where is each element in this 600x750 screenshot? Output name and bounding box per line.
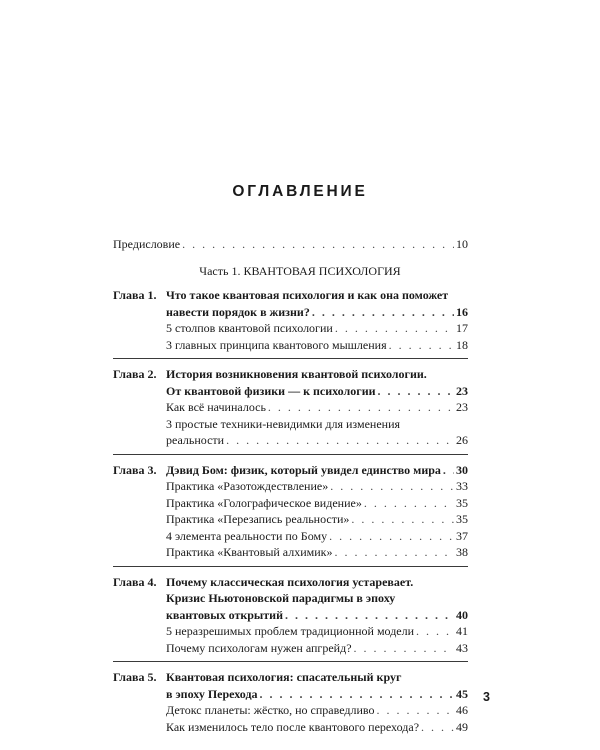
toc-entry[interactable]: Практика «Перезапись реальности» . . . 35	[166, 511, 468, 528]
leader-dots	[268, 399, 454, 416]
toc-entry[interactable]: Как всё начиналось . . . 23	[166, 399, 468, 416]
leader-dots	[443, 462, 454, 479]
leader-dots	[354, 640, 454, 657]
leader-dots	[351, 511, 454, 528]
leader-dots	[421, 719, 454, 736]
leader-dots	[260, 686, 454, 703]
chapter-heading-last-line[interactable]: в эпоху Перехода . . . 45	[166, 686, 468, 703]
chapter-label: Глава 4.	[113, 574, 157, 589]
toc-chapter-5	[113, 669, 468, 740]
chapter-label: Глава 2.	[113, 367, 157, 381]
leader-dots	[312, 304, 454, 321]
chapter-heading-line[interactable]: Квантовая психология: спасательный круг	[166, 670, 402, 684]
toc-chapter-3	[113, 462, 468, 567]
leader-dots	[330, 478, 454, 495]
toc-entry[interactable]: Практика «Квантовый алхимик» . . . 38	[166, 544, 468, 561]
chapter-heading-line[interactable]: Что такое квантовая психология и как она поможет	[166, 288, 449, 302]
toc-preface[interactable]	[113, 236, 468, 253]
leader-dots	[226, 432, 454, 449]
leader-dots	[285, 607, 454, 624]
page-number: 3	[483, 690, 490, 704]
chapter-heading-last-line[interactable]: Дэвид Бом: физик, который увидел единство мира . . . 30	[166, 462, 468, 479]
part-heading: Часть 1. КВАНТОВАЯ ПСИХОЛОГИЯ	[199, 264, 401, 278]
toc-entry[interactable]: 5 столпов квантовой психологии . . . 17	[166, 320, 468, 337]
leader-dots	[364, 495, 454, 512]
toc-entry[interactable]: реальности . . . 26	[166, 432, 468, 449]
toc-entry[interactable]: 5 неразрешимых проблем традиционной модели . . . 41	[166, 623, 468, 640]
preface-label: Предисловие	[113, 237, 181, 251]
leader-dots	[416, 623, 454, 640]
toc-entry[interactable]: Практика «Разотождествление» . . . 33	[166, 478, 468, 495]
toc-entry[interactable]: Практика «Голографическое видение» . . . 35	[166, 495, 468, 512]
chapter-label: Глава 5.	[113, 670, 157, 684]
preface-page: 10	[456, 237, 468, 251]
toc-entry[interactable]: Детокс планеты: жёстко, но справедливо . . . 46	[166, 702, 468, 719]
leader-dots	[389, 337, 454, 354]
toc-chapter-4	[113, 574, 468, 663]
leader-dots	[182, 236, 454, 253]
chapter-heading-last-line[interactable]: квантовых открытий . . . 40	[166, 607, 468, 624]
chapter-heading-line[interactable]: История возникновения квантовой психологии.	[166, 367, 427, 381]
leader-dots	[377, 702, 455, 719]
leader-dots	[329, 528, 454, 545]
leader-dots	[335, 544, 455, 561]
toc-entry[interactable]: 4 элемента реальности по Бому . . . 37	[166, 528, 468, 545]
chapter-heading-line[interactable]: Кризис Ньютоновской парадигмы в эпоху	[166, 591, 396, 605]
toc-entry[interactable]: Почему психологам нужен апгрейд? . . . 43	[166, 640, 468, 657]
leader-dots	[335, 320, 454, 337]
chapter-heading-line[interactable]: Почему классическая психология устаревает.	[166, 574, 414, 589]
toc-chapters	[113, 287, 468, 747]
page-title: ОГЛАВЛЕНИЕ	[232, 183, 368, 200]
chapter-heading-last-line[interactable]: навести порядок в жизни? . . . 16	[166, 304, 468, 321]
toc-chapter-2	[113, 366, 468, 455]
toc-entry[interactable]: Как изменилось тело после квантового перехода? . . . 49	[166, 719, 468, 736]
chapter-label: Глава 3.	[113, 462, 157, 477]
toc-entry[interactable]: 3 главных принципа квантового мышления . . . 18	[166, 337, 468, 354]
leader-dots	[378, 383, 454, 400]
toc-chapter-1	[113, 287, 468, 359]
toc-entry-line[interactable]: 3 простые техники-невидимки для изменения	[166, 416, 401, 431]
chapter-label: Глава 1.	[113, 288, 157, 302]
chapter-heading-last-line[interactable]: От квантовой физики — к психологии . . . 23	[166, 383, 468, 400]
